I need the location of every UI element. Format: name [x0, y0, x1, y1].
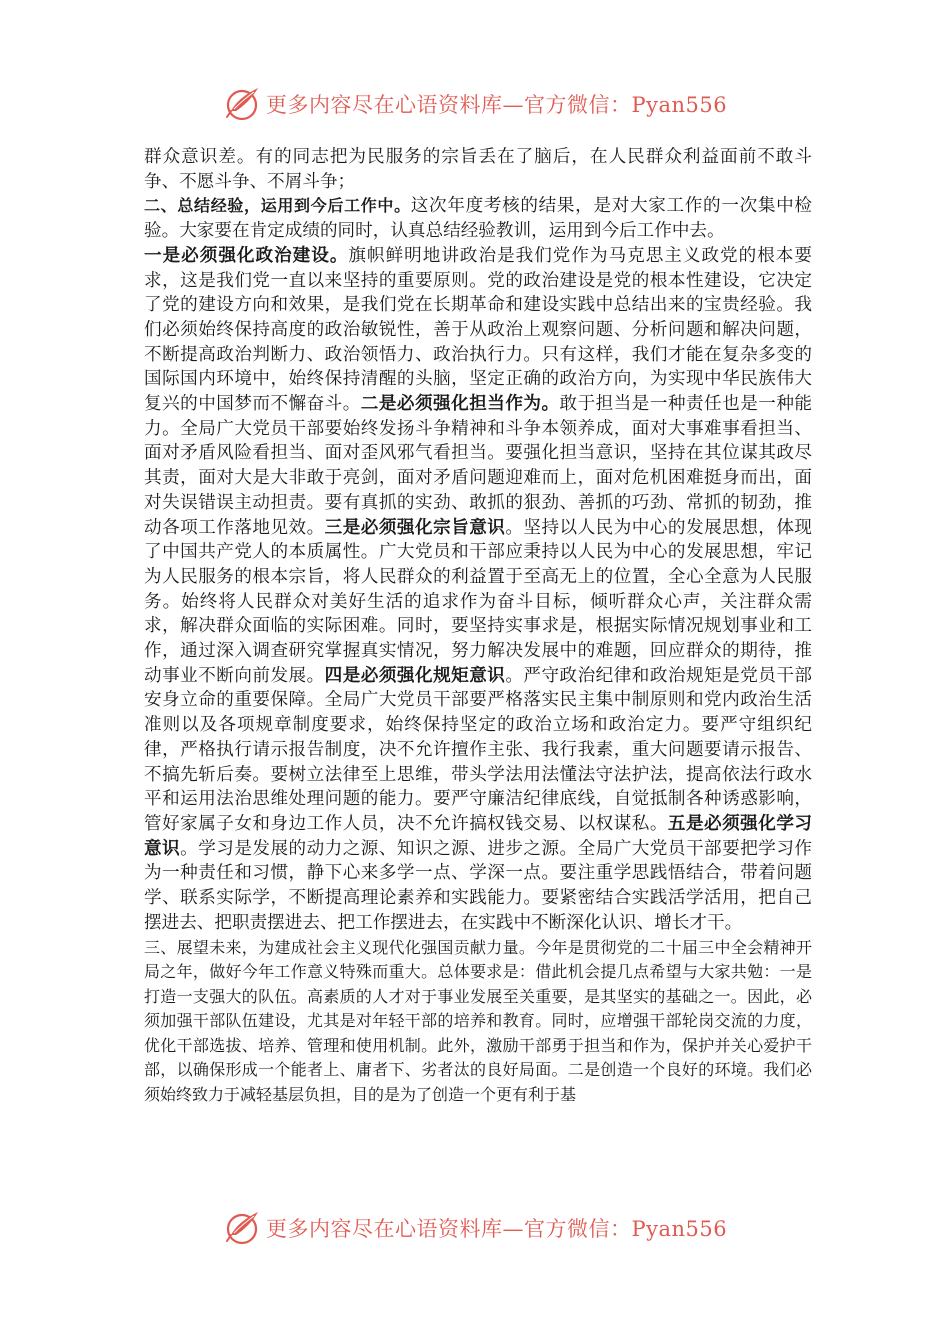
section-3-heading: 三、展望未来，为建成社会主义现代化强国贡献力量。	[144, 937, 536, 957]
watermark-text: 更多内容尽在心语资料库—官方微信：Pyan556	[266, 1217, 728, 1241]
point-5-text: 。学习是发展的动力之源、知识之源、进步之源。全局广大党员干部要把学习作为一种责任和习惯，静下心来多学一点、学深一点。要注重学思践悟结合，带着问题学、联系实际学，不断提高理论素养和实践能力。要紧密结合实践活学活用，把自己摆进去、把职责摆进去、把工作摆进去，在实践中不断深化认识、增长才干。	[144, 838, 812, 933]
point-4-text: 。严守政治纪律和政治规矩是党员干部安身立命的重要保障。全局广大党员干部要严格落实民主集中制原则和党内政治生活准则以及各项规章制度要求，始终保持坚定的政治立场和政治定力。要严守组织纪律，严格执行请示报告制度，决不允许擅作主张、我行我素，重大问题要请示报告、不搞先斩后奏。要树立法律至上思维，带头学法用法懂法守法护法，提高依法行政水平和运用法治思维处理问题的能力。要严守廉洁纪律底线，自觉抵制各种诱惑影响，管好家属子女和身边工作人员，决不允许搞权钱交易、以权谋私。	[144, 665, 812, 834]
point-3-text: 。坚持以人民为中心的发展思想，体现了中国共产党人的本质属性。广大党员和干部应秉持以人民为中心的发展思想，牢记为人民服务的根本宗旨，将人民群众的利益置于至高无上的位置，全心全意为人民服务。始终将人民群众对美好生活的追求作为奋斗目标，倾听群众心声，关注群众需求，解决群众面临的实际困难。同时，要坚持实事求是，根据实际情况规划事业和工作，通过深入调查研究掌握真实情况，努力解决发展中的难题，回应群众的期待，推动事业不断向前发展。	[144, 517, 812, 686]
point-1-text: 旗帜鲜明地讲政治是我们党作为马克思主义政党的根本要求，这是我们党一直以来坚持的重要原则。党的政治建设是党的根本性建设，它决定了党的建设方向和效果，是我们党在长期革命和建设实践中总结出来的宝贵经验。我们必须始终保持高度的政治敏锐性，善于从政治上观察问题、分析问题和解决问题，不断提高政治判断力、政治领悟力、政治执行力。只有这样，我们才能在复杂多变的国际国内环境中，始终保持清醒的头脑，坚定正确的政治方向，为实现中华民族伟大复兴的中国梦而不懈奋斗。	[144, 245, 812, 415]
footer-watermark	[222, 1208, 742, 1248]
point-5-heading: 五是必须强化学习意识	[144, 812, 812, 859]
paragraph-2	[144, 194, 812, 243]
point-2-heading: 二是必须强化担当作为。	[360, 393, 560, 415]
document-body	[144, 145, 812, 1108]
quill-logo-icon	[222, 1208, 262, 1248]
point-4-heading: 四是必须强化规矩意识	[324, 664, 506, 686]
point-2-text: 敢于担当是一种责任也是一种能力。全局广大党员干部要始终发扬斗争精神和斗争本领养成，面对大事难事看担当、面对矛盾风险看担当、面对歪风邪气看担当。要强化担当意识，坚持在其位谋其政尽其责，面对大是大非敢于亮剑，面对矛盾问题迎难而上，面对危机困难挺身而出，面对失误错误主动担责。要有真抓的实劲、敢抓的狠劲、善抓的巧劲、常抓的韧劲，推动各项工作落地见效。	[144, 394, 812, 538]
section-2-heading: 二、总结经验，运用到今后工作中。	[144, 196, 411, 216]
paragraph-4	[144, 936, 812, 1108]
quill-logo-icon	[222, 84, 262, 124]
point-1-heading: 一是必须强化政治建设。	[144, 244, 349, 266]
point-3-heading: 三是必须强化宗旨意识	[324, 516, 506, 538]
paragraph-3	[144, 244, 812, 936]
paragraph-1	[144, 145, 812, 194]
header-watermark	[222, 84, 742, 124]
watermark-text: 更多内容尽在心语资料库—官方微信：Pyan556	[266, 93, 728, 117]
section-2-text: 这次年度考核的结果，是对大家工作的一次集中检验。大家要在肯定成绩的同时，认真总结经验教训，运用到今后工作中去。	[144, 196, 812, 242]
paragraph-1-text: 群众意识差。有的同志把为民服务的宗旨丢在了脑后，在人民群众利益面前不敢斗争、不愿斗争、不屑斗争；	[144, 147, 812, 192]
section-3-text: 今年是贯彻党的二十届三中全会精神开局之年，做好今年工作意义特殊而重大。总体要求是：借此机会提几点希望与大家共勉：一是打造一支强大的队伍。高素质的人才对于事业发展至关重要，是其坚实的基础之一。因此，必须加强干部队伍建设，尤其是对年轻干部的培养和教育。同时，应增强干部轮岗交流的力度，优化干部选拔、培养、管理和使用机制。此外，激励干部勇于担当和作为，保护并关心爱护干部，以确保形成一个能者上、庸者下、劣者汰的良好局面。二是创造一个良好的环境。我们必须始终致力于减轻基层负担，目的是为了创造一个更有利于基	[144, 937, 812, 1105]
